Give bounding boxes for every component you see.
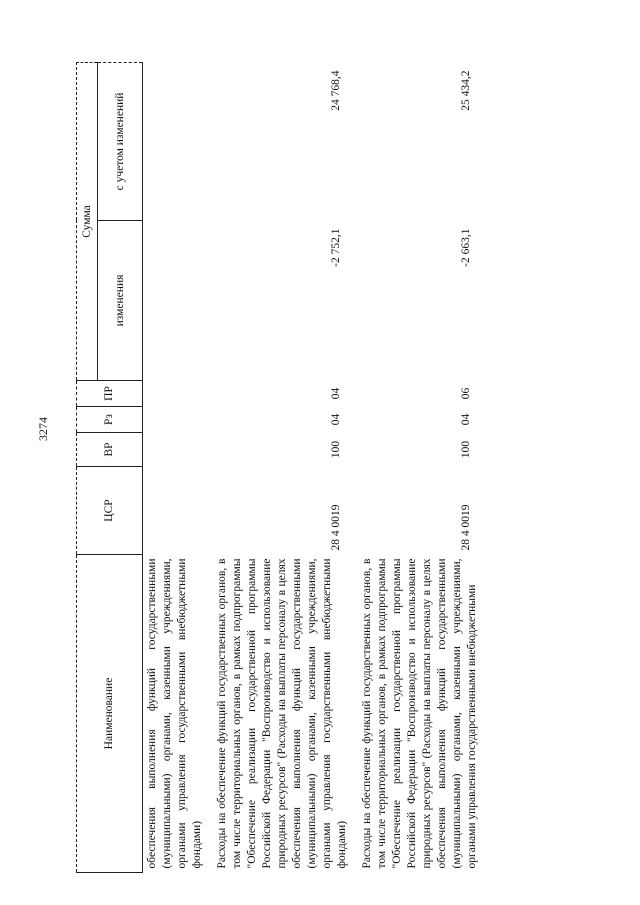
- row-vr: [143, 433, 206, 467]
- page-number: 3274: [36, 417, 50, 441]
- row-name: обеспечения выполнения функций государственными (муниципальными) органами, казенными учреждениями, органами управления государственными внебюджетными фондами): [146, 558, 203, 869]
- row-rz: [143, 407, 206, 433]
- row-vr: 100: [460, 440, 472, 459]
- row-csr: 28 4 0019: [460, 504, 472, 551]
- row-csr: 28 4 0019: [330, 504, 342, 551]
- header-pr: ПР: [77, 381, 143, 407]
- row-name: Расходы на обеспечение функций государственных органов, в том числе территориальных органов, в рамках подпрограммы "Обеспечение реализации государственной программы Российской Федерации "Воспроизводство и использование природных ресурсов" (Расходы на выплаты персоналу в целях обеспечения выполнения функций государственными (муниципальными) органами, казенными учреждениями, органами управления государственными внебюджетными: [361, 558, 478, 869]
- row-pr: 06: [460, 387, 472, 400]
- header-name: Наименование: [77, 555, 143, 873]
- budget-table: [76, 62, 480, 873]
- row-total: 24 768,4: [330, 70, 342, 111]
- row-change: -2 752,1: [330, 228, 342, 267]
- table-row: [205, 62, 350, 872]
- row-rz: 04: [330, 413, 342, 426]
- row-change: -2 663,1: [460, 228, 472, 267]
- rotated-document-page: [76, 63, 606, 873]
- table-row: [143, 62, 206, 872]
- header-rz: Рз: [77, 407, 143, 433]
- row-total: [143, 62, 206, 220]
- row-pr: [143, 381, 206, 407]
- row-csr: [143, 467, 206, 555]
- header-sum: Сумма: [77, 62, 98, 380]
- row-total: 25 434,2: [460, 70, 472, 111]
- header-with-changes: с учетом изменений: [98, 62, 143, 220]
- header-csr: ЦСР: [77, 467, 143, 555]
- table-row: [350, 62, 480, 872]
- header-vr: ВР: [77, 433, 143, 467]
- header-change: изменения: [98, 221, 143, 381]
- row-change: [143, 221, 206, 381]
- row-vr: 100: [330, 440, 342, 459]
- row-name: Расходы на обеспечение функций государственных органов, в том числе территориальных органов, в рамках подпрограммы "Обеспечение реализации государственной программы Российской Федерации "Воспроизводство и использование природных ресурсов" (Расходы на выплаты персоналу в целях обеспечения выполнения функций государственными (муниципальными) органами, казенными учреждениями, органами управления государственными внебюджетными фондами): [216, 558, 348, 869]
- row-rz: 04: [460, 413, 472, 426]
- row-pr: 04: [330, 387, 342, 400]
